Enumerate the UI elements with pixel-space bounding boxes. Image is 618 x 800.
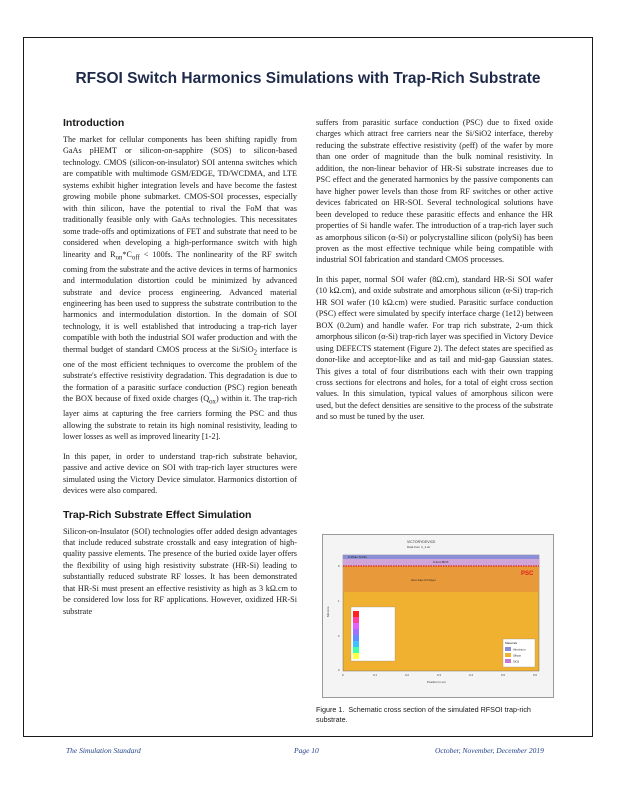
caption-label: Figure 1. — [316, 705, 345, 714]
top-layer-label: 0.15um Si film — [348, 555, 368, 559]
aluminum-contact — [343, 555, 539, 559]
legend-item-aluminum: Aluminum — [513, 647, 526, 652]
box-label: 0.2um BOX — [433, 560, 449, 564]
x-tick: 0.6 — [533, 673, 537, 677]
figure-1-simulation-image — [322, 534, 554, 698]
legend-swatch-silicon — [505, 653, 511, 657]
y-tick: 0 — [338, 564, 340, 568]
right-paragraph-2: In this paper, normal SOI wafer (8Ω.cm), standard HR-Si SOI wafer (10 kΩ.cm), and oxide substrate and amorphous silicon (α-Si) trap-rich HR SOI wafer (10 kΩ.cm) were studied. Parasitic surface conduction (PSC) effect were simulated by specify interface charge (1e12) between BOX (0.2um) and handle wafer. For trap rich substrate, 2-um thick amorphous silicon (α-Si) trap-rich layer was specified in Victory Device using DEFECTS statement (Figure 2). The defect states are specified as donor-like and acceptor-like and as tail and mid-gap Gaussian states. This gives a total of four distributions each with their own trapping cross sections for electrons and holes, for a total of eight cross section values. In this simulation, typical values of amorphous silicon were used, but the defect densities are sensitive to the process of the substrate and so must be tuned by the user. — [316, 274, 553, 422]
plot-header-2: Data from tr_1.str — [407, 545, 431, 549]
x-tick: 0.5 — [501, 673, 505, 677]
materials-legend-title: Materials — [505, 641, 518, 645]
subscript-on: on — [115, 254, 123, 262]
legend-swatch-sio2 — [505, 659, 511, 663]
x-tick: 0.1 — [373, 673, 377, 677]
intro-paragraph-2: In this paper, in order to understand trap-rich substrate behavior, passive and active device on SOI with trap-rich layer structures were simulated using the Victory Device simulator. Harmonics distortion of devices were also compared. — [63, 451, 297, 496]
y-tick: 3 — [338, 668, 340, 672]
x-tick: 0.3 — [437, 673, 441, 677]
footer-publication: The Simulation Standard — [66, 746, 141, 755]
materials-legend — [503, 639, 535, 667]
footer-issue-date: October, November, December 2019 — [435, 746, 544, 755]
legend-swatch-aluminum — [505, 647, 511, 651]
trap-rich-layer — [343, 566, 539, 592]
x-tick: 0 — [342, 673, 344, 677]
footer-page-number: Page 10 — [294, 746, 319, 755]
x-tick: 0.2 — [405, 673, 409, 677]
psc-label: PSC — [521, 571, 534, 577]
x-axis-label: Position in um — [427, 680, 446, 684]
introduction-heading: Introduction — [63, 117, 125, 129]
y-axis-label: Microns — [326, 606, 330, 617]
section2-paragraph-1: Silicon-on-Insulator (SOI) technologies offer added design advantages that include reduced substrate crosstalk and easy integration of high-quality passive elements. The presence of the buried oxide layer offers the flexibility of using high resistivity substrate (HR-Si) leading to substantially reduced substrate RF losses. It has been demonstrated that HR-Si must present an effective resistivity as high as 3 kΩ.cm to be considered low loss for RF applications. However, oxidized HR-Si substrate — [63, 526, 297, 616]
right-paragraph-1: suffers from parasitic surface conduction (PSC) due to fixed oxide charges which attract free carriers near the Si/SiO2 interface, thereby reducing the substrate effective resistivity (ρeff) of the wafer by more than one order of magnitude than the bulk nominal resistivity. In addition, the non-linear behavior of HR-Si substrate increases due to PSC effect and the generated harmonics by the passive components can have higher power levels than those from RF switches or other active devices fabricated on HR-SOI. Several technological solutions have been developed to reduce these parasitic effects and enhance the HR properties of Si handle wafer. The introduction of a trap-rich layer such as amorphous silicon (α-Si) or polycrystalline silicon (polySi) has been proven as the most effective technique while being compatible with industrial SOI fabrication and standard CMOS processes. — [316, 118, 553, 265]
page-title: RFSOI Switch Harmonics Simulations with Trap-Rich Substrate — [75, 70, 541, 87]
cross-section-plot — [323, 535, 553, 697]
legend-item-silicon: Silicon — [513, 653, 522, 658]
y-tick: 2 — [338, 634, 340, 638]
plot-header-1: VICTORYDEVICE — [407, 540, 436, 544]
trap-layer-label: 2um trap rich layer — [411, 578, 436, 582]
subscript-ox: ox — [209, 398, 216, 406]
intro-paragraph-1: The market for cellular components has been shifting rapidly from GaAs pHEMT or silicon-on-sapphire (SOS) to silicon-based technology. CMOS (silicon-on-insulator) SOI antenna switches which are compatible with multimode GSM/EDGE, TD/WCDMA, and LTE systems exhibit higher integration levels and have become the fastest growing mobile phone submarket. CMOS-SOI processes, especially with thin silicon, have the potential to rival the FoM that was traditionally feasible only with GaAs technologies. This necessitates some trade-offs and optimizations of FET and substrate that need to be considered when developing a high-performance switch with high linearity and $R_{on}*C_{off} < 100fs$. The nonlinearity of the RF switch coming from the substrate and the active devices in terms of harmonics and intermodulation distortion could be minimized by advanced substrate and device process engineering. Advanced material engineering has been used to suppress the substrate contribution to the harmonics and intermodulation distortion. In the domain of SOI technology, it is well established that introducing a trap-rich layer compatible with both the industrial SOI wafer production and with the thermal budget of standard CMOS process at the Si/SiO$_2$ interface is one of the most efficient techniques to overcome the problem of the substrate's effective resistivity degradation. This degradation is due to the formation of a parasitic surface conduction (PSC) region beneath the BOX because of fixed oxide charges $(Q_{ox})$ within it. The trap-rich layer aims at capturing the free carriers forming the PSC and thus allowing the substrate to retain its high nominal resistivity, leading to lower losses as well as improved linearity [1-2]. — [63, 135, 297, 442]
figure-1-caption — [316, 705, 556, 725]
legend-item-sio2: SiO2 — [513, 659, 520, 664]
right-column — [316, 117, 553, 431]
y-tick: 1 — [338, 599, 340, 603]
concentration-legend — [351, 607, 395, 661]
section2-heading: Trap-Rich Substrate Effect Simulation — [63, 508, 252, 521]
subscript-off: off — [131, 254, 140, 262]
caption-text: Schematic cross section of the simulated RFSOI trap-rich substrate. — [316, 705, 531, 724]
subscript-2: 2 — [253, 349, 258, 357]
x-tick: 0.4 — [469, 673, 473, 677]
left-column — [63, 117, 297, 625]
